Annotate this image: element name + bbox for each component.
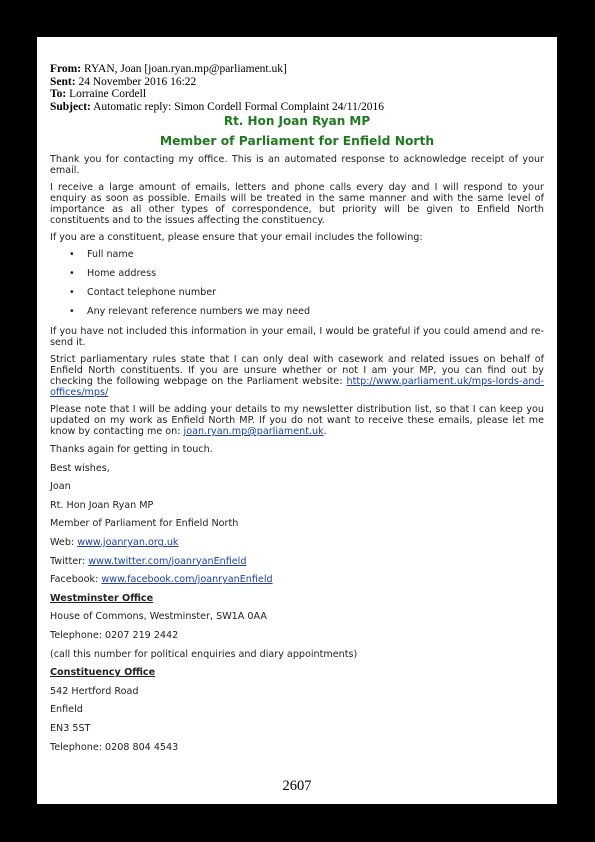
paragraph-rules: Strict parliamentary rules state that I can only deal with casework and related issues on behalf of Enfield North constituents. If you are unsure whether or not I am your MP, you can find out by checking the following webpage on the Parliament website: http://www.parliament.uk/mps-lords-and-offices/mps/	[50, 354, 544, 398]
from-line: From: RYAN, Joan [joan.ryan.mp@parliament.uk]	[50, 63, 287, 75]
web-line: Web: www.joanryan.org.uk	[50, 536, 179, 548]
westminster-address: House of Commons, Westminster, SW1A 0AA	[50, 611, 267, 623]
document-page	[37, 37, 557, 804]
twitter-line: Twitter: www.twitter.com/joanryanEnfield	[50, 555, 247, 567]
list-item: • Contact telephone number	[87, 287, 544, 306]
parliament-mps-link[interactable]: http://www.parliament.uk/mps-lords-and-offices/mps/	[50, 376, 544, 398]
westminster-heading: Westminster Office	[50, 592, 154, 604]
website-link[interactable]: www.joanryan.org.uk	[77, 536, 179, 548]
westminster-phone: Telephone: 0207 219 2442	[50, 629, 179, 641]
list-item: • Full name	[87, 249, 544, 268]
paragraph-thanks: Thank you for contacting my office. This is an automated response to acknowledge receipt of your email.	[50, 154, 544, 176]
email-header	[50, 63, 544, 113]
required-info-list	[50, 249, 544, 325]
sent-line: Sent: 24 November 2016 16:22	[50, 75, 197, 88]
constituency-line1: 542 Hertford Road	[50, 685, 139, 697]
constituency-line2: Enfield	[50, 704, 83, 716]
subject-line: Subject: Automatic reply: Simon Cordell Formal Complaint 24/11/2016	[50, 100, 385, 113]
paragraph-newsletter: Please note that I will be adding your details to my newsletter distribution list, so that I can keep you updated on my work as Enfield North MP. If you do not want to receive these emails, please let me know by contacting me on: joan.ryan.mp@parliament.uk.	[50, 404, 544, 437]
page-number: 2607	[282, 778, 312, 794]
list-item: • Any relevant reference numbers we may need	[87, 306, 544, 325]
list-item: • Home address	[87, 268, 544, 287]
paragraph-volume: I receive a large amount of emails, letters and phone calls every day and I will respond to your enquiry as soon as possible. Emails will be treated in the same manner and with the same level of importance as all other types of correspondence, but priority will be given to Enfield North constituents and to the issues affecting the constituency.	[50, 182, 544, 226]
constituency-phone: Telephone: 0208 804 4543	[50, 741, 179, 753]
constituency-heading: Constituency Office	[50, 667, 156, 679]
paragraph-resend: If you have not included this information in your email, I would be grateful if you could amend and re-send it.	[50, 326, 544, 348]
email-link[interactable]: joan.ryan.mp@parliament.uk	[183, 426, 324, 437]
paragraph-constituent: If you are a constituent, please ensure that your email includes the following:	[50, 232, 423, 243]
to-line: To: Lorraine Cordell	[50, 88, 147, 100]
signature-name: Rt. Hon Joan Ryan MP	[50, 499, 154, 511]
facebook-link[interactable]: www.facebook.com/joanryanEnfield	[101, 574, 273, 586]
sign-line: Joan	[50, 481, 71, 493]
wishes-line: Best wishes,	[50, 462, 110, 474]
mp-name-title: Rt. Hon Joan Ryan MP	[223, 114, 371, 128]
twitter-link[interactable]: www.twitter.com/joanryanEnfield	[88, 555, 247, 567]
mp-role-title: Member of Parliament for Enfield North	[159, 134, 435, 148]
constituency-line3: EN3 5ST	[50, 722, 91, 734]
signature-role: Member of Parliament for Enfield North	[50, 518, 239, 530]
thanks-line: Thanks again for getting in touch.	[50, 444, 213, 455]
facebook-line: Facebook: www.facebook.com/joanryanEnfield	[50, 574, 273, 586]
westminster-note: (call this number for political enquiries and diary appointments)	[50, 648, 358, 660]
